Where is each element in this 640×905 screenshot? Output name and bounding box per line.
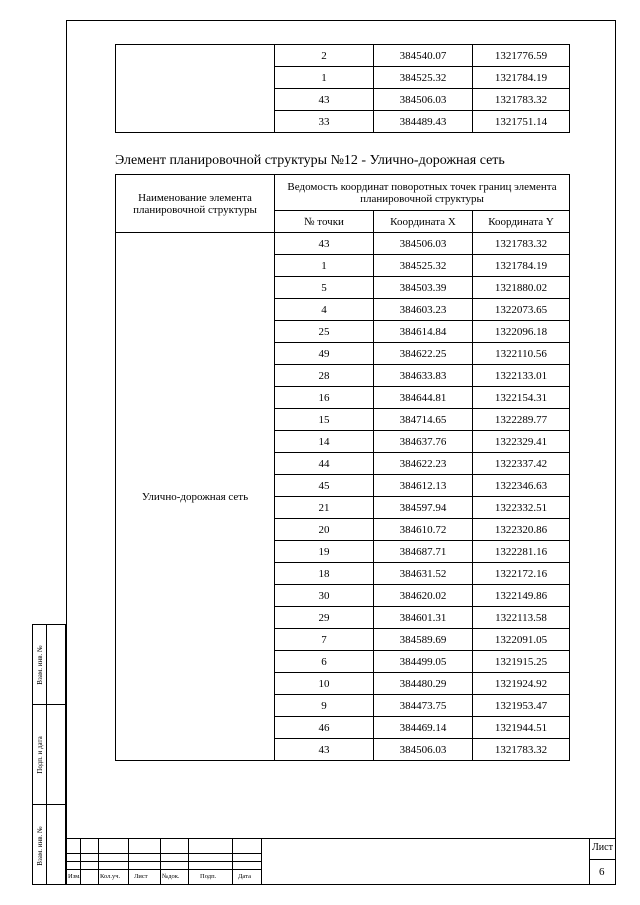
coordinate-y-cell: 1321944.51 [473,717,570,739]
point-number-cell: 49 [275,343,374,365]
point-number-cell: 20 [275,519,374,541]
coordinate-x-cell: 384714.65 [374,409,473,431]
coordinate-y-cell: 1321953.47 [473,695,570,717]
coordinate-y-cell: 1322073.65 [473,299,570,321]
coordinate-x-cell: 384525.32 [374,67,473,89]
coordinate-x-cell: 384603.23 [374,299,473,321]
stamp-sheet-row-line [589,859,616,860]
stamp-label-podp: Подп. [200,873,217,880]
coordinate-y-cell: 1321784.19 [473,67,570,89]
stamp-label-list: Лист [134,873,148,880]
point-number-cell: 9 [275,695,374,717]
coordinate-y-cell: 1322091.05 [473,629,570,651]
stamp-label-kol-uch: Кол.уч. [100,873,121,880]
stamp-label-izm: Изм. [68,873,81,880]
point-number-cell: 5 [275,277,374,299]
header-coordinates-group: Ведомость координат поворотных точек границ элемента планировочной структуры [275,175,570,211]
coordinate-y-cell: 1322113.58 [473,607,570,629]
side-cell-inv-1 [33,625,46,705]
coordinate-x-cell: 384644.81 [374,387,473,409]
stamp-col-line-5 [188,838,189,885]
side-label-inv-1: Взам. инв. № [35,644,44,685]
coordinate-y-cell: 1321783.32 [473,739,570,761]
coordinate-x-cell: 384601.31 [374,607,473,629]
sheet-label: Лист [592,842,613,853]
coordinate-y-cell: 1321783.32 [473,89,570,111]
stamp-top-line [66,838,616,839]
side-strip-values [46,624,66,885]
point-number-cell: 15 [275,409,374,431]
coordinate-y-cell: 1322133.01 [473,365,570,387]
point-number-cell: 2 [275,45,374,67]
coordinate-x-cell: 384612.13 [374,475,473,497]
point-number-cell: 30 [275,585,374,607]
coordinate-y-cell: 1321880.02 [473,277,570,299]
coordinate-y-cell: 1321784.19 [473,255,570,277]
side-cell-inv-2 [33,805,46,886]
side-stamp-strip [32,624,66,885]
coordinate-x-cell: 384589.69 [374,629,473,651]
coordinate-x-cell: 384503.39 [374,277,473,299]
point-number-cell: 28 [275,365,374,387]
point-number-cell: 14 [275,431,374,453]
point-number-cell: 6 [275,651,374,673]
stamp-label-ndok: №док. [162,873,180,880]
coordinate-x-cell: 384489.43 [374,111,473,133]
point-number-cell: 1 [275,67,374,89]
coordinate-y-cell: 1322172.16 [473,563,570,585]
continuation-table [115,44,570,133]
coordinate-x-cell: 384622.23 [374,453,473,475]
coordinate-x-cell: 384614.84 [374,321,473,343]
coordinate-x-cell: 384525.32 [374,255,473,277]
element-name-cell-empty [116,45,275,133]
side-value-cell-3 [46,805,65,886]
stamp-col-line-3 [128,838,129,885]
point-number-cell: 4 [275,299,374,321]
point-number-cell: 45 [275,475,374,497]
point-number-cell: 18 [275,563,374,585]
sheet-number: 6 [599,866,605,878]
coordinate-y-cell: 1321751.14 [473,111,570,133]
header-element-name: Наименование элемента планировочной структуры [116,175,275,233]
coordinate-y-cell: 1322154.31 [473,387,570,409]
stamp-sheet-col-line [589,838,590,885]
side-strip-labels [32,624,47,885]
point-number-cell: 43 [275,89,374,111]
stamp-col-line-7 [261,838,262,885]
coordinate-x-cell: 384633.83 [374,365,473,387]
coordinate-x-cell: 384506.03 [374,739,473,761]
stamp-label-data: Дата [238,873,251,880]
point-number-cell: 46 [275,717,374,739]
coordinate-x-cell: 384597.94 [374,497,473,519]
element-name-cell: Улично-дорожная сеть [116,233,275,761]
header-coordinate-y: Координата Y [473,211,570,233]
point-number-cell: 33 [275,111,374,133]
point-number-cell: 25 [275,321,374,343]
section-title: Элемент планировочной структуры №12 - Улично-дорожная сеть [115,153,505,168]
coordinate-x-cell: 384687.71 [374,541,473,563]
point-number-cell: 10 [275,673,374,695]
table-row [116,233,570,255]
coordinate-y-cell: 1322337.42 [473,453,570,475]
side-label-sign-date: Подп. и дата [35,735,44,774]
point-number-cell: 21 [275,497,374,519]
coordinate-x-cell: 384620.02 [374,585,473,607]
coordinate-y-cell: 1321924.92 [473,673,570,695]
point-number-cell: 19 [275,541,374,563]
stamp-col-line-2 [98,838,99,885]
coordinate-x-cell: 384540.07 [374,45,473,67]
table-row [116,45,570,67]
point-number-cell: 16 [275,387,374,409]
side-value-cell-2 [46,705,65,805]
coordinate-y-cell: 1322281.16 [473,541,570,563]
coordinate-y-cell: 1322320.86 [473,519,570,541]
coordinate-x-cell: 384631.52 [374,563,473,585]
coordinate-y-cell: 1322329.41 [473,431,570,453]
coordinate-x-cell: 384499.05 [374,651,473,673]
coordinates-table [115,174,570,761]
coordinate-y-cell: 1322110.56 [473,343,570,365]
stamp-col-line-6 [232,838,233,885]
coordinate-x-cell: 384610.72 [374,519,473,541]
point-number-cell: 43 [275,739,374,761]
point-number-cell: 29 [275,607,374,629]
point-number-cell: 44 [275,453,374,475]
coordinate-x-cell: 384473.75 [374,695,473,717]
coordinate-x-cell: 384506.03 [374,89,473,111]
side-label-inv-2: Взам. инв. № [35,825,44,866]
coordinate-x-cell: 384480.29 [374,673,473,695]
coordinate-y-cell: 1322096.18 [473,321,570,343]
coordinate-y-cell: 1321783.32 [473,233,570,255]
coordinate-x-cell: 384469.14 [374,717,473,739]
point-number-cell: 1 [275,255,374,277]
title-block [66,838,616,885]
coordinate-x-cell: 384622.25 [374,343,473,365]
point-number-cell: 7 [275,629,374,651]
coordinate-y-cell: 1322289.77 [473,409,570,431]
coordinate-y-cell: 1321915.25 [473,651,570,673]
side-cell-sign-date [33,705,46,805]
header-coordinate-x: Координата X [374,211,473,233]
coordinate-x-cell: 384506.03 [374,233,473,255]
coordinate-y-cell: 1321776.59 [473,45,570,67]
side-value-cell-1 [46,625,65,705]
coordinate-y-cell: 1322332.51 [473,497,570,519]
coordinate-y-cell: 1322149.86 [473,585,570,607]
point-number-cell: 43 [275,233,374,255]
coordinate-y-cell: 1322346.63 [473,475,570,497]
stamp-col-line-4 [160,838,161,885]
header-point-number: № точки [275,211,374,233]
coordinate-x-cell: 384637.76 [374,431,473,453]
